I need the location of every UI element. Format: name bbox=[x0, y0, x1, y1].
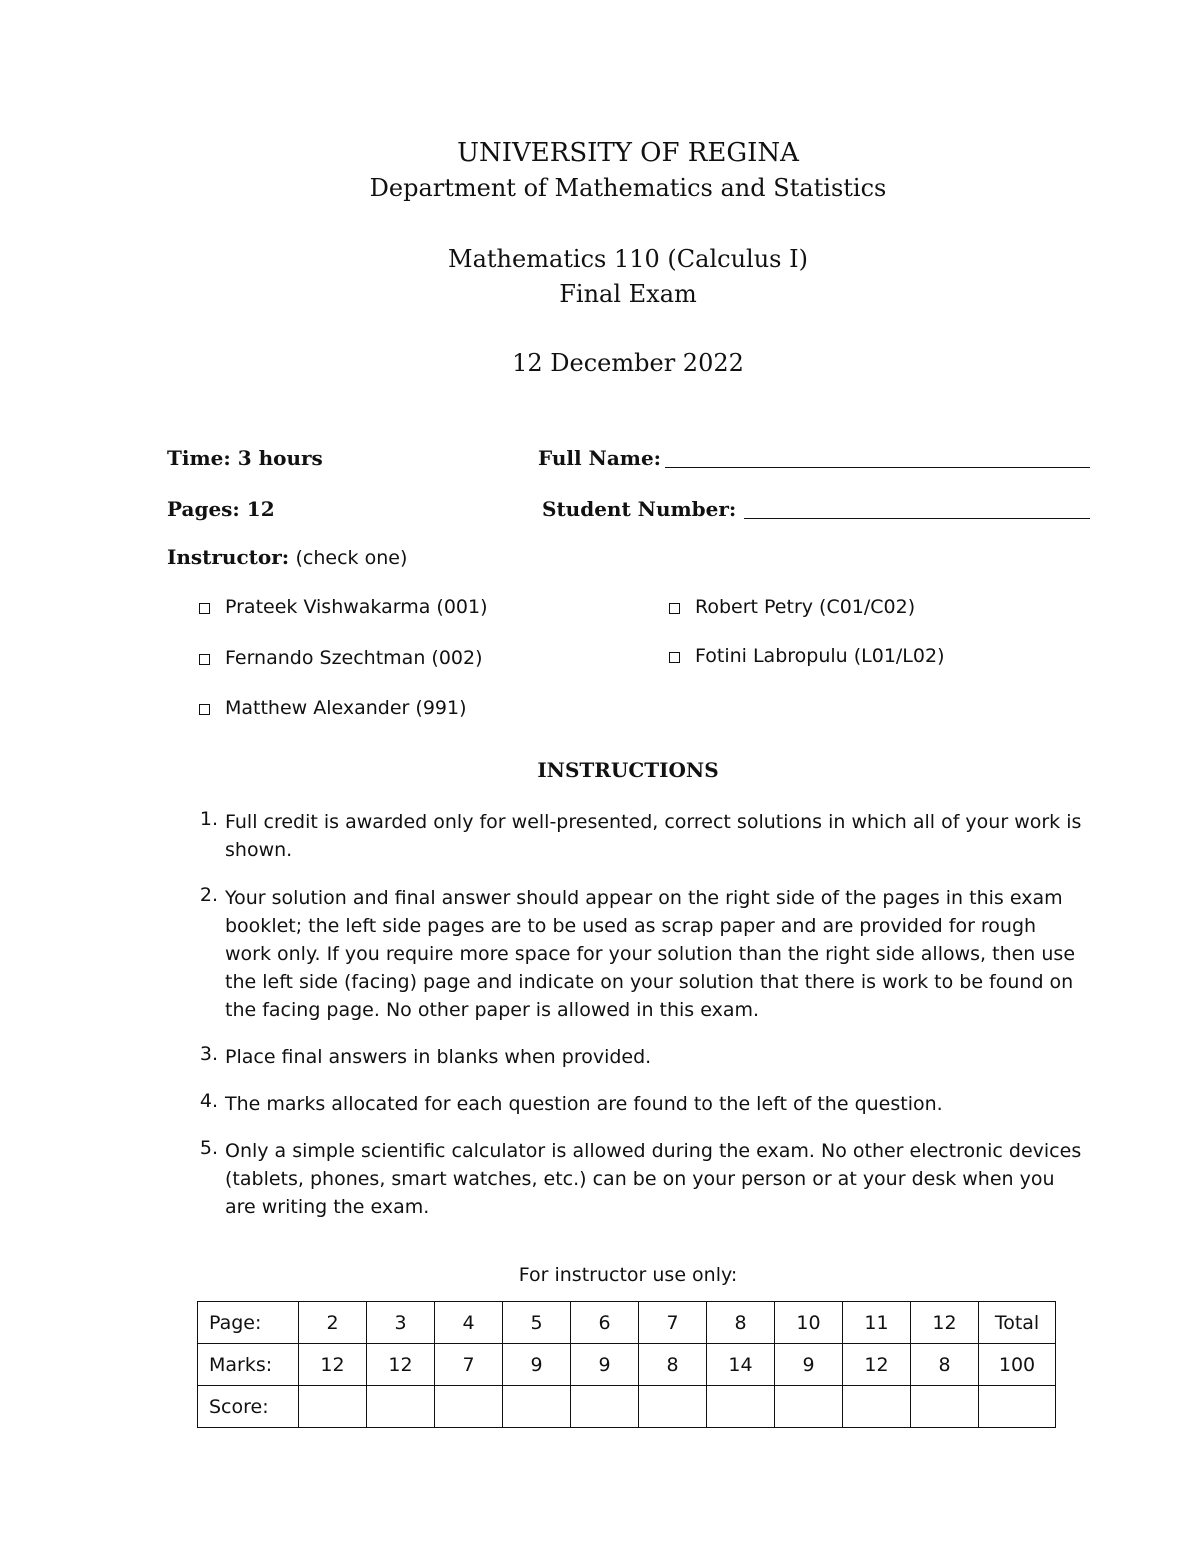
exam-date: 12 December 2022 bbox=[512, 349, 744, 377]
page-cell: 11 bbox=[843, 1302, 911, 1344]
marks-cell: 8 bbox=[911, 1344, 979, 1386]
marks-table bbox=[197, 1301, 1056, 1428]
full-name-blank[interactable] bbox=[665, 467, 1090, 468]
page-cell-total: Total bbox=[979, 1302, 1056, 1344]
marks-cell: 12 bbox=[367, 1344, 435, 1386]
marks-cell: 12 bbox=[843, 1344, 911, 1386]
exam-title: Final Exam bbox=[559, 280, 697, 308]
page-cell: 7 bbox=[639, 1302, 707, 1344]
score-cell[interactable] bbox=[503, 1386, 571, 1428]
checkbox-vishwakarma[interactable] bbox=[199, 603, 210, 614]
instructor-label: Instructor: bbox=[167, 545, 290, 569]
course-title: Mathematics 110 (Calculus I) bbox=[448, 245, 808, 273]
page-cell: 2 bbox=[299, 1302, 367, 1344]
checkbox-alexander[interactable] bbox=[199, 704, 210, 715]
instruction-text: Only a simple scientific calculator is allowed during the exam. No other electronic devices (tablets, phones, smart watches, etc.) can be on your person or at your desk when you are writing the exam. bbox=[225, 1140, 1082, 1218]
instructor-option: Fotini Labropulu (L01/L02) bbox=[695, 645, 945, 667]
instruction-text: The marks allocated for each question are found to the left of the question. bbox=[225, 1093, 943, 1115]
marks-cell-total: 100 bbox=[979, 1344, 1056, 1386]
score-cell[interactable] bbox=[367, 1386, 435, 1428]
score-cell[interactable] bbox=[435, 1386, 503, 1428]
page-cell: 12 bbox=[911, 1302, 979, 1344]
table-caption: For instructor use only: bbox=[518, 1264, 738, 1286]
page-cell: 3 bbox=[367, 1302, 435, 1344]
pages-label: Pages: 12 bbox=[167, 497, 275, 521]
instructions-heading: INSTRUCTIONS bbox=[537, 758, 719, 782]
instruction-number: 3. bbox=[199, 1043, 218, 1065]
student-number-label: Student Number: bbox=[542, 497, 737, 521]
checkbox-labropulu[interactable] bbox=[669, 652, 680, 663]
page-cell: 6 bbox=[571, 1302, 639, 1344]
full-name-label: Full Name: bbox=[538, 446, 662, 470]
instruction-text: Your solution and final answer should appear on the right side of the pages in this exam booklet; the left side pages are to be used as scrap paper and are provided for rough work only. If you require more space for your solution than the right side allows, then use the left side (facing) page and indicate on your solution that there is work to be found on the facing page. No other paper is allowed in this exam. bbox=[225, 887, 1076, 1021]
checkbox-szechtman[interactable] bbox=[199, 654, 210, 665]
score-row bbox=[198, 1386, 1056, 1428]
page-cell: 4 bbox=[435, 1302, 503, 1344]
score-cell[interactable] bbox=[707, 1386, 775, 1428]
row-header: Marks: bbox=[198, 1344, 299, 1386]
instruction-number: 5. bbox=[199, 1137, 218, 1159]
instruction-text: Place final answers in blanks when provided. bbox=[225, 1046, 652, 1068]
department-name: Department of Mathematics and Statistics bbox=[369, 174, 887, 202]
marks-row bbox=[198, 1344, 1056, 1386]
score-cell[interactable] bbox=[571, 1386, 639, 1428]
marks-cell: 9 bbox=[503, 1344, 571, 1386]
marks-cell: 8 bbox=[639, 1344, 707, 1386]
instruction-text: Full credit is awarded only for well-presented, correct solutions in which all of your work is shown. bbox=[225, 811, 1082, 861]
marks-cell: 14 bbox=[707, 1344, 775, 1386]
score-cell[interactable] bbox=[843, 1386, 911, 1428]
page-cell: 5 bbox=[503, 1302, 571, 1344]
score-cell[interactable] bbox=[911, 1386, 979, 1428]
instructor-row bbox=[167, 545, 407, 569]
instructor-option: Prateek Vishwakarma (001) bbox=[225, 596, 488, 618]
page-cell: 10 bbox=[775, 1302, 843, 1344]
instruction-number: 4. bbox=[199, 1090, 218, 1112]
instructor-hint: (check one) bbox=[295, 547, 408, 569]
student-number-blank[interactable] bbox=[744, 518, 1090, 519]
score-cell[interactable] bbox=[299, 1386, 367, 1428]
instruction-number: 2. bbox=[199, 884, 218, 906]
time-label: Time: 3 hours bbox=[167, 446, 323, 470]
page-row bbox=[198, 1302, 1056, 1344]
marks-cell: 12 bbox=[299, 1344, 367, 1386]
marks-cell: 7 bbox=[435, 1344, 503, 1386]
instructor-option: Fernando Szechtman (002) bbox=[225, 647, 483, 669]
page-cell: 8 bbox=[707, 1302, 775, 1344]
instructor-option: Matthew Alexander (991) bbox=[225, 697, 467, 719]
university-name: UNIVERSITY OF REGINA bbox=[457, 138, 799, 168]
marks-cell: 9 bbox=[571, 1344, 639, 1386]
row-header: Page: bbox=[198, 1302, 299, 1344]
score-cell-total[interactable] bbox=[979, 1386, 1056, 1428]
score-cell[interactable] bbox=[775, 1386, 843, 1428]
instruction-number: 1. bbox=[199, 808, 218, 830]
marks-cell: 9 bbox=[775, 1344, 843, 1386]
instructor-option: Robert Petry (C01/C02) bbox=[695, 596, 916, 618]
score-cell[interactable] bbox=[639, 1386, 707, 1428]
checkbox-petry[interactable] bbox=[669, 603, 680, 614]
row-header: Score: bbox=[198, 1386, 299, 1428]
